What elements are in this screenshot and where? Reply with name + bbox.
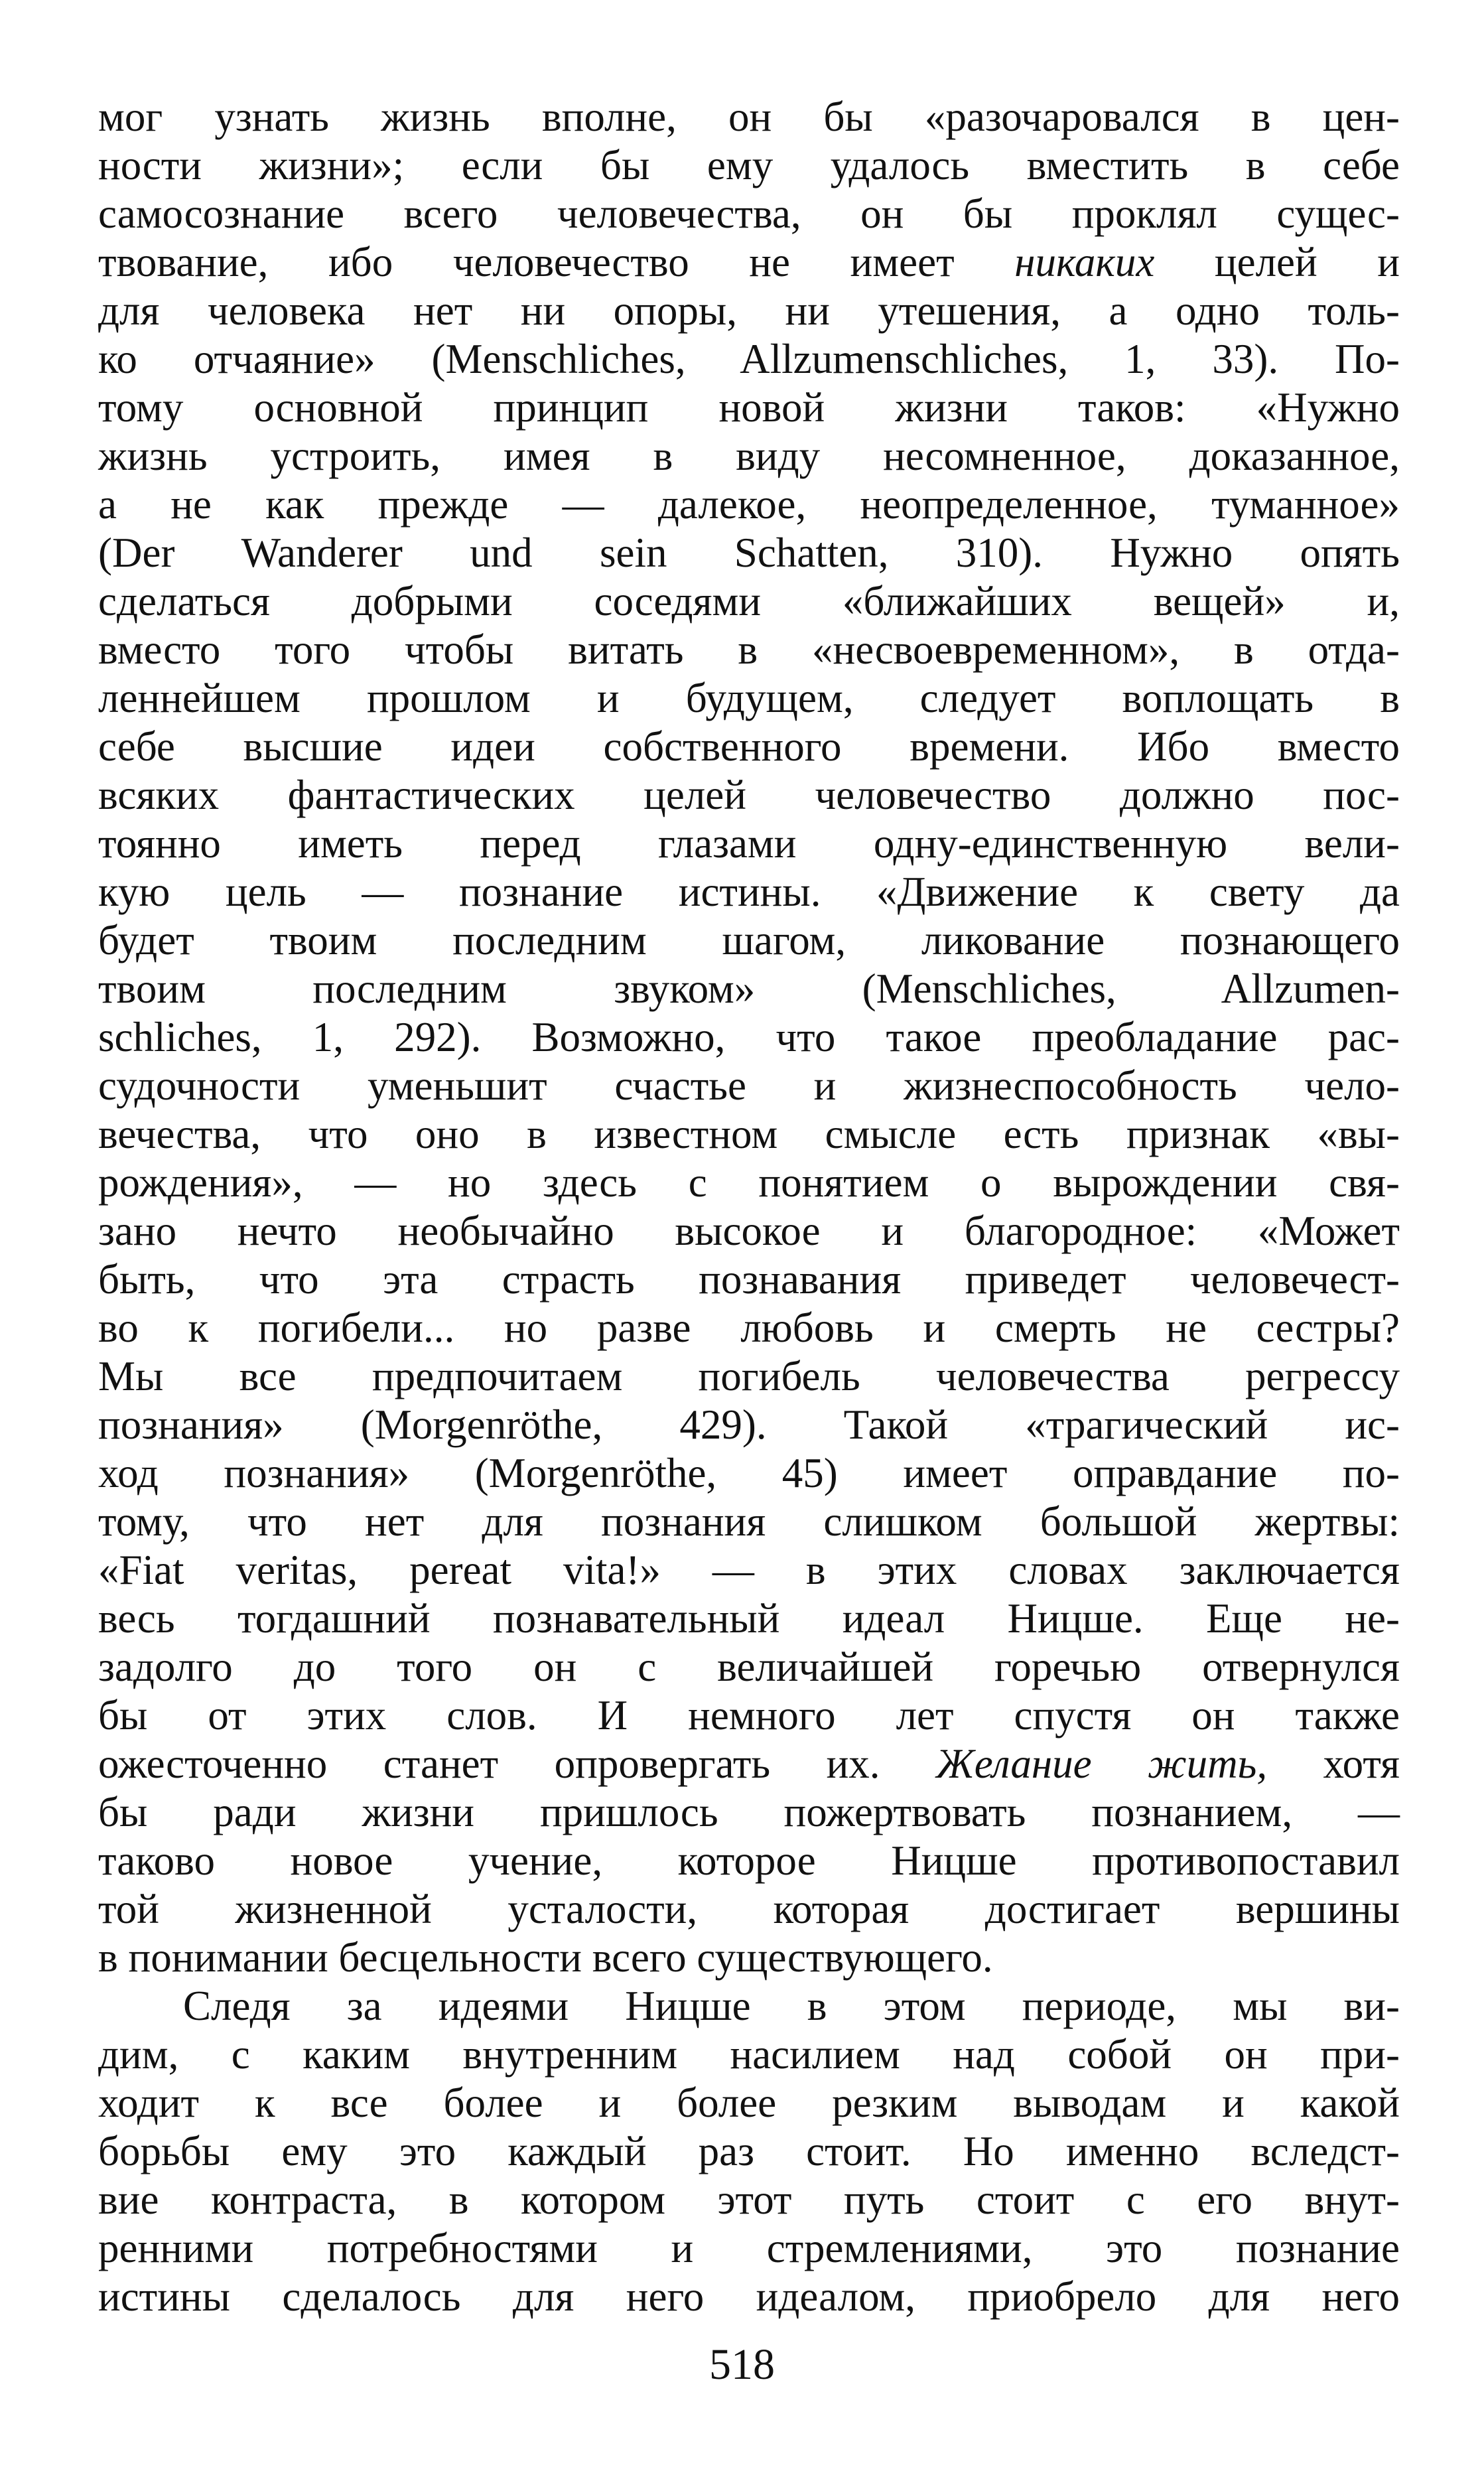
text-segment: Мы все предпочитаем погибель человечества регрессу bbox=[98, 1353, 1400, 1399]
text-segment: ожесточенно станет опровергать их. bbox=[98, 1740, 937, 1787]
text-line bbox=[98, 1982, 1400, 2030]
text-segment: в понимании бесцельности всего существующего. bbox=[98, 1934, 993, 1981]
text-line bbox=[98, 1788, 1400, 1837]
text-segment: борьбы ему это каждый раз стоит. Но именно вследст- bbox=[98, 2128, 1400, 2174]
text-line bbox=[98, 771, 1400, 819]
text-segment: кую цель — познание истины. «Движение к свету да bbox=[98, 869, 1400, 915]
text-segment: ходит к все более и более резким выводам и какой bbox=[98, 2080, 1400, 2126]
text-line bbox=[98, 1885, 1400, 1934]
text-segment: зано нечто необычайно высокое и благородное: «Может bbox=[98, 1208, 1400, 1254]
text-segment: той жизненной усталости, которая достигает вершины bbox=[98, 1886, 1400, 1932]
text-segment: вие контраста, в котором этот путь стоит с его внут- bbox=[98, 2176, 1400, 2223]
text-segment: судочности уменьшит счастье и жизнеспособность чело- bbox=[98, 1062, 1400, 1109]
text-segment: леннейшем прошлом и будущем, следует воплощать в bbox=[98, 675, 1400, 721]
text-line bbox=[98, 93, 1400, 141]
text-segment: целей и bbox=[1154, 239, 1400, 285]
text-segment: schliches, 1, 292). Возможно, что такое преобладание рас- bbox=[98, 1014, 1400, 1060]
text-line bbox=[98, 965, 1400, 1013]
text-line bbox=[98, 287, 1400, 335]
text-line bbox=[98, 577, 1400, 626]
text-segment: ренними потребностями и стремлениями, это познание bbox=[98, 2225, 1400, 2271]
text-line bbox=[98, 1304, 1400, 1352]
text-line bbox=[98, 2224, 1400, 2273]
text-line bbox=[98, 1207, 1400, 1255]
text-line bbox=[98, 190, 1400, 238]
text-segment: для человека нет ни опоры, ни утешения, а одно толь- bbox=[98, 287, 1400, 334]
text-segment: тоянно иметь перед глазами одну-единственную вели- bbox=[98, 820, 1400, 867]
text-segment: познания» (Morgenröthe, 429). Такой «трагический ис- bbox=[98, 1401, 1400, 1448]
text-line bbox=[98, 626, 1400, 674]
text-segment: (Der Wanderer und sein Schatten, 310). Нужно опять bbox=[98, 530, 1400, 576]
text-segment: ход познания» (Morgenröthe, 45) имеет оправдание по- bbox=[98, 1450, 1400, 1496]
text-line bbox=[98, 1643, 1400, 1691]
text-segment: во к погибели... но разве любовь и смерть не сестры? bbox=[98, 1305, 1400, 1351]
text-segment: будет твоим последним шагом, ликование познающего bbox=[98, 917, 1400, 963]
italic-text: никаких bbox=[1014, 239, 1155, 285]
text-line bbox=[98, 1013, 1400, 1062]
text-line bbox=[98, 1546, 1400, 1595]
text-line bbox=[98, 1255, 1400, 1304]
text-segment: сделаться добрыми соседями «ближайших вещей» и, bbox=[98, 578, 1400, 624]
text-line bbox=[98, 1062, 1400, 1110]
text-line bbox=[98, 1110, 1400, 1159]
text-line bbox=[98, 1352, 1400, 1401]
text-line bbox=[98, 1401, 1400, 1449]
text-segment: рождения», — но здесь с понятием о вырождении свя- bbox=[98, 1159, 1400, 1206]
text-line bbox=[98, 2127, 1400, 2176]
text-segment: твоим последним звуком» (Menschliches, Allzumen- bbox=[98, 965, 1400, 1012]
text-segment: тому основной принцип новой жизни таков: «Нужно bbox=[98, 384, 1400, 431]
text-line bbox=[98, 2273, 1400, 2321]
text-segment: ко отчаяние» (Menschliches, Allzumenschliches, 1, 33). По- bbox=[98, 336, 1400, 382]
text-segment: жизнь устроить, имея в виду несомненное, доказанное, bbox=[98, 433, 1400, 479]
text-line bbox=[98, 238, 1400, 287]
text-line bbox=[98, 819, 1400, 868]
text-line bbox=[98, 529, 1400, 577]
text-segment: а не как прежде — далекое, неопределенное, туманное» bbox=[98, 481, 1400, 528]
text-line bbox=[98, 1691, 1400, 1740]
text-segment: самосознание всего человечества, он бы проклял сущес- bbox=[98, 190, 1400, 237]
text-segment: «Fiat veritas, pereat vita!» — в этих словах заключается bbox=[98, 1547, 1400, 1593]
text-segment: быть, что эта страсть познавания приведет человечест- bbox=[98, 1256, 1400, 1303]
text-line bbox=[98, 1837, 1400, 1885]
text-line bbox=[98, 1934, 1400, 1982]
text-segment: весь тогдашний познавательный идеал Ницше. Еще не- bbox=[98, 1595, 1400, 1642]
text-segment: Следя за идеями Ницше в этом периоде, мы ви- bbox=[183, 1983, 1400, 2029]
text-line bbox=[98, 1159, 1400, 1207]
text-segment: бы от этих слов. И немного лет спустя он также bbox=[98, 1692, 1400, 1738]
text-segment: твование, ибо человечество не имеет bbox=[98, 239, 1015, 285]
text-segment: вместо того чтобы витать в «несвоевременном», в отда- bbox=[98, 626, 1400, 673]
text-line bbox=[98, 335, 1400, 384]
text-segment: задолго до того он с величайшей горечью отвернулся bbox=[98, 1644, 1400, 1690]
italic-text: Желание жить, bbox=[936, 1740, 1268, 1787]
paragraph bbox=[98, 93, 1400, 1982]
text-line bbox=[98, 1595, 1400, 1643]
text-line bbox=[98, 432, 1400, 480]
page-body bbox=[98, 93, 1400, 2321]
text-segment: вечества, что оно в известном смысле есть признак «вы- bbox=[98, 1111, 1400, 1157]
text-line bbox=[98, 1449, 1400, 1498]
text-line bbox=[98, 674, 1400, 723]
text-segment: дим, с каким внутренним насилием над собой он при- bbox=[98, 2031, 1400, 2078]
text-segment: истины сделалось для него идеалом, приобрело для него bbox=[98, 2273, 1400, 2320]
text-line bbox=[98, 1740, 1400, 1788]
text-body bbox=[98, 93, 1400, 2321]
text-line bbox=[98, 2030, 1400, 2079]
page-number: 518 bbox=[709, 2340, 775, 2389]
text-line bbox=[98, 2176, 1400, 2224]
text-segment: хотя bbox=[1267, 1740, 1400, 1787]
text-line bbox=[98, 2079, 1400, 2127]
text-line bbox=[98, 141, 1400, 190]
text-segment: себе высшие идеи собственного времени. Ибо вместо bbox=[98, 723, 1400, 770]
text-segment: таково новое учение, которое Ницше противопоставил bbox=[98, 1837, 1400, 1884]
text-line bbox=[98, 916, 1400, 965]
text-line bbox=[98, 480, 1400, 529]
text-segment: бы ради жизни пришлось пожертвовать познанием, — bbox=[98, 1789, 1400, 1835]
text-segment: ности жизни»; если бы ему удалось вместить в себе bbox=[98, 142, 1400, 188]
text-segment: мог узнать жизнь вполне, он бы «разочаровался в цен- bbox=[98, 94, 1400, 140]
text-line bbox=[98, 1498, 1400, 1546]
text-segment: всяких фантастических целей человечество должно пос- bbox=[98, 772, 1400, 818]
text-segment: тому, что нет для познания слишком большой жертвы: bbox=[98, 1498, 1400, 1545]
text-line bbox=[98, 868, 1400, 916]
text-line bbox=[98, 723, 1400, 771]
text-line bbox=[98, 384, 1400, 432]
paragraph bbox=[98, 1982, 1400, 2321]
